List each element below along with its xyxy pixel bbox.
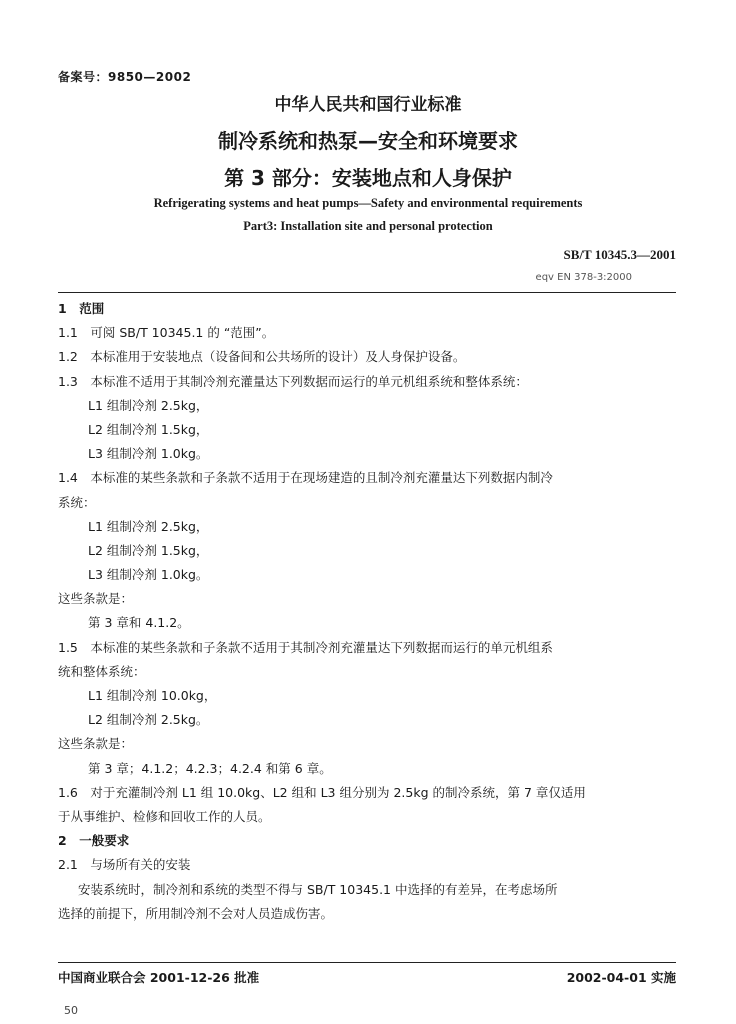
page-number: 50: [64, 1004, 78, 1017]
list-item: L3 组制冷剂 1.0kg。: [88, 567, 209, 583]
section-heading-scope: 1 范围: [58, 301, 105, 316]
clauses-label: 这些条款是：: [58, 736, 134, 752]
clause-2-1: 2.1 与场所有关的安装: [58, 857, 191, 873]
list-item: L1 组制冷剂 2.5kg，: [88, 397, 209, 413]
list-item: L3 组制冷剂 1.0kg。: [88, 446, 209, 462]
clauses-list: 第 3 章；4.1.2；4.2.3；4.2.4 和第 6 章。: [88, 760, 332, 776]
industry-standard-heading: 中华人民共和国行业标准: [274, 95, 462, 115]
section-heading-general: 2 一般要求: [58, 833, 130, 849]
filing-number: 备案号：9850—2002: [58, 70, 192, 84]
clauses-list: 第 3 章和 4.1.2。: [88, 615, 190, 631]
clause-1-4-cont: 系统：: [58, 494, 96, 510]
equivalence-note: eqv EN 378-3:2000: [535, 272, 632, 283]
clause-1-2: 1.2 本标准用于安装地点（设备间和公共场所的设计）及人身保护设备。: [58, 349, 466, 365]
clause-1-5: 1.5 本标准的某些条款和子条款不适用于其制冷剂充灌量达下列数据而运行的单元机组系: [58, 639, 553, 655]
implementation-date: 2002-04-01 实施: [566, 970, 676, 985]
clause-1-1: 1.1 可阅 SB/T 10345.1 的 “范围”。: [58, 325, 275, 341]
document-body: [58, 297, 678, 926]
title-cn-line-1: 制冷系统和热泵—安全和环境要求: [218, 129, 518, 153]
paragraph-cont: 选择的前提下，所用制冷剂不会对人员造成伤害。: [58, 905, 334, 921]
clauses-label: 这些条款是：: [58, 591, 134, 607]
title-en-line-2: Part3: Installation site and personal protection: [243, 219, 493, 233]
footer-rule: [58, 962, 676, 963]
standard-number: SB/T 10345.3—2001: [563, 247, 676, 262]
header-rule: [58, 292, 676, 293]
clause-1-4: 1.4 本标准的某些条款和子条款不适用于在现场建造的且制冷剂充灌量达下列数据内制冷: [58, 470, 553, 486]
list-item: L2 组制冷剂 2.5kg。: [88, 712, 209, 728]
clause-1-6-cont: 于从事维护、检修和回收工作的人员。: [58, 808, 271, 824]
clause-1-6: 1.6 对于充灌制冷剂 L1 组 10.0kg、L2 组和 L3 组分别为 2.5kg 的制冷系统，第 7 章仅适用: [58, 784, 586, 800]
clause-1-5-cont: 统和整体系统：: [58, 663, 146, 679]
title-cn-line-2: 第 3 部分：安装地点和人身保护: [224, 166, 512, 190]
list-item: L2 组制冷剂 1.5kg，: [88, 421, 209, 437]
approval-line: 中国商业联合会 2001-12-26 批准: [58, 970, 260, 985]
list-item: L1 组制冷剂 10.0kg，: [88, 688, 217, 703]
title-en-line-1: Refrigerating systems and heat pumps—Safety and environmental requirements: [153, 196, 583, 210]
paragraph: 安装系统时，制冷剂和系统的类型不得与 SB/T 10345.1 中选择的有差异，在考虑场所: [78, 881, 558, 897]
list-item: L1 组制冷剂 2.5kg，: [88, 518, 209, 534]
list-item: L2 组制冷剂 1.5kg，: [88, 542, 209, 558]
clause-1-3: 1.3 本标准不适用于其制冷剂充灌量达下列数据而运行的单元机组系统和整体系统：: [58, 373, 528, 389]
